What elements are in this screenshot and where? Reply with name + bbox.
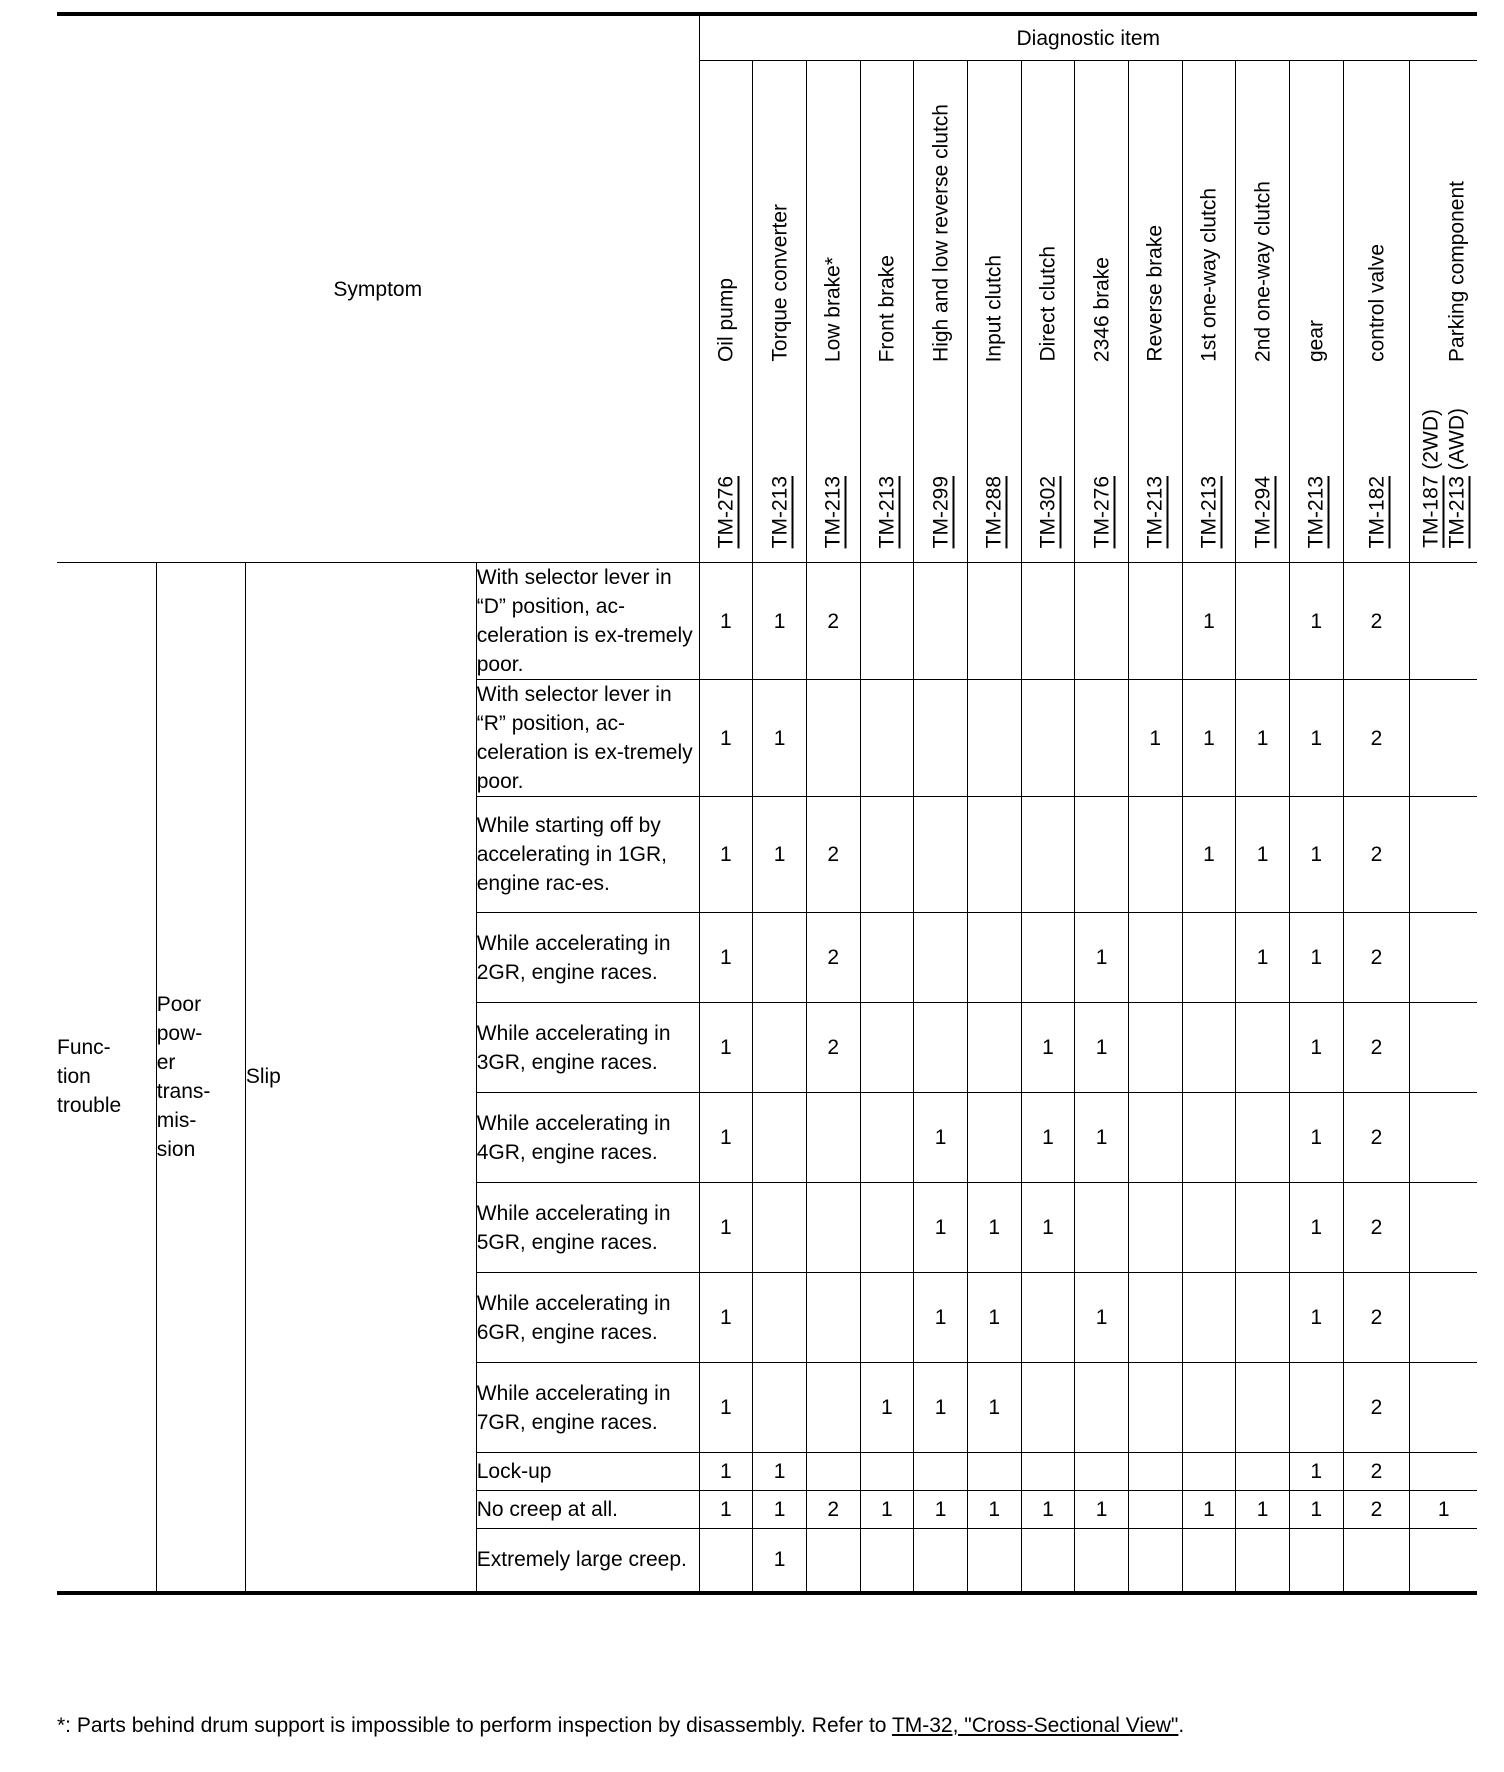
column-ref-link[interactable]: TM-299: [929, 475, 953, 548]
value-cell: 1: [1236, 797, 1290, 913]
value-cell: [914, 680, 968, 797]
value-cell: 2: [1343, 1491, 1410, 1529]
value-cell: [914, 913, 968, 1003]
column-ref-link[interactable]: TM-294: [1251, 475, 1275, 548]
symptom-cell: With selector lever in “R” position, ac-celeration is ex-tremely poor.: [476, 680, 699, 797]
column-ref-link[interactable]: TM-276: [1090, 475, 1114, 548]
value-cell: 1: [1289, 1183, 1343, 1273]
column-ref-suffix: (2WD): [1419, 409, 1443, 476]
column-ref-link[interactable]: TM-288: [982, 475, 1006, 548]
column-name: gear: [1304, 319, 1328, 362]
value-cell: [1182, 1453, 1236, 1491]
diagnostic-table-container: [57, 12, 1477, 1595]
column-header: [914, 61, 968, 563]
value-cell: 2: [806, 913, 860, 1003]
value-cell: 1: [753, 1491, 807, 1529]
column-header: [1182, 61, 1236, 563]
value-cell: 1: [1182, 1491, 1236, 1529]
value-cell: [1182, 1273, 1236, 1363]
value-cell: [1410, 563, 1477, 680]
symptom-cell: While accelerating in 5GR, engine races.: [476, 1183, 699, 1273]
value-cell: 2: [1343, 1453, 1410, 1491]
value-cell: 2: [1343, 563, 1410, 680]
value-cell: 1: [699, 1273, 753, 1363]
value-cell: [914, 1003, 968, 1093]
value-cell: [914, 1453, 968, 1491]
value-cell: 1: [699, 1363, 753, 1453]
value-cell: 1: [1289, 797, 1343, 913]
value-cell: [1182, 1093, 1236, 1183]
value-cell: [1410, 913, 1477, 1003]
value-cell: [1021, 680, 1075, 797]
value-cell: [1128, 913, 1182, 1003]
value-cell: [1182, 1183, 1236, 1273]
value-cell: 1: [753, 563, 807, 680]
value-cell: [967, 680, 1021, 797]
value-cell: [967, 797, 1021, 913]
value-cell: 1: [699, 1093, 753, 1183]
value-cell: 1: [967, 1491, 1021, 1529]
column-name: Reverse brake: [1143, 225, 1167, 362]
symptom-header: Symptom: [57, 14, 699, 563]
value-cell: [1021, 797, 1075, 913]
table-body: [57, 563, 1477, 1593]
column-ref-link[interactable]: TM-213: [821, 475, 845, 548]
value-cell: [967, 913, 1021, 1003]
value-cell: 1: [1021, 1183, 1075, 1273]
value-cell: [1128, 1183, 1182, 1273]
value-cell: [1075, 797, 1129, 913]
column-name: control valve: [1365, 244, 1389, 362]
value-cell: 1: [1289, 1453, 1343, 1491]
value-cell: 2: [1343, 1273, 1410, 1363]
value-cell: [1410, 1529, 1477, 1593]
value-cell: [1128, 1529, 1182, 1593]
value-cell: [1128, 1363, 1182, 1453]
column-ref-link[interactable]: TM-276: [714, 475, 738, 548]
value-cell: [1410, 1453, 1477, 1491]
value-cell: [806, 1529, 860, 1593]
column-name: Torque converter: [768, 204, 792, 362]
value-cell: [1236, 1273, 1290, 1363]
value-cell: [753, 913, 807, 1003]
value-cell: [1410, 680, 1477, 797]
value-cell: [1021, 913, 1075, 1003]
value-cell: [1075, 563, 1129, 680]
value-cell: 1: [753, 1453, 807, 1491]
value-cell: 1: [699, 563, 753, 680]
value-cell: [753, 1363, 807, 1453]
value-cell: [1128, 1491, 1182, 1529]
value-cell: [806, 1363, 860, 1453]
value-cell: [806, 1273, 860, 1363]
column-header: [1075, 61, 1129, 563]
value-cell: 1: [1128, 680, 1182, 797]
column-name: 2346 brake: [1090, 256, 1114, 362]
value-cell: [1236, 1183, 1290, 1273]
value-cell: [967, 1453, 1021, 1491]
value-cell: [753, 1273, 807, 1363]
value-cell: [1075, 1363, 1129, 1453]
column-ref-link[interactable]: TM-213: [1304, 475, 1328, 548]
value-cell: 1: [1075, 1003, 1129, 1093]
column-ref-link[interactable]: TM-187: [1419, 475, 1443, 548]
symptom-cell: With selector lever in “D” position, ac-celeration is ex-tremely poor.: [476, 563, 699, 680]
symptom-cell: While accelerating in 7GR, engine races.: [476, 1363, 699, 1453]
value-cell: 1: [699, 1183, 753, 1273]
column-ref-link[interactable]: TM-213: [1197, 475, 1221, 548]
value-cell: [860, 1093, 914, 1183]
value-cell: 1: [699, 1003, 753, 1093]
value-cell: [806, 1453, 860, 1491]
value-cell: 2: [1343, 1093, 1410, 1183]
value-cell: [967, 1003, 1021, 1093]
column-name: Front brake: [875, 254, 899, 362]
value-cell: [1289, 1529, 1343, 1593]
value-cell: [1021, 1529, 1075, 1593]
column-header: [967, 61, 1021, 563]
value-cell: 1: [860, 1491, 914, 1529]
value-cell: [1289, 1363, 1343, 1453]
column-ref-link[interactable]: TM-302: [1036, 475, 1060, 548]
column-name: Direct clutch: [1036, 246, 1060, 362]
value-cell: [1128, 1453, 1182, 1491]
symptom-cell: While accelerating in 3GR, engine races.: [476, 1003, 699, 1093]
symptom-cell: While accelerating in 2GR, engine races.: [476, 913, 699, 1003]
value-cell: [860, 797, 914, 913]
value-cell: [860, 1529, 914, 1593]
value-cell: 1: [699, 797, 753, 913]
value-cell: 1: [1289, 1093, 1343, 1183]
value-cell: 2: [1343, 797, 1410, 913]
diagnostic-item-header: Diagnostic item: [699, 14, 1477, 61]
value-cell: 1: [1021, 1093, 1075, 1183]
category-level3: Slip: [245, 563, 476, 1593]
value-cell: [1021, 563, 1075, 680]
value-cell: [1021, 1453, 1075, 1491]
column-name: High and low reverse clutch: [929, 104, 953, 362]
value-cell: [1182, 913, 1236, 1003]
footnote-reference-link[interactable]: TM-32, "Cross-Sectional View": [891, 1714, 1179, 1737]
column-ref-link[interactable]: TM-213: [1445, 475, 1469, 548]
diagnostic-table: [57, 12, 1477, 1595]
value-cell: [1128, 1093, 1182, 1183]
value-cell: [860, 680, 914, 797]
table-row: [57, 563, 1477, 680]
symptom-cell: Extremely large creep.: [476, 1529, 699, 1593]
value-cell: 1: [1410, 1491, 1477, 1529]
value-cell: [1410, 1363, 1477, 1453]
column-name: Input clutch: [982, 254, 1006, 362]
value-cell: 1: [1075, 1273, 1129, 1363]
value-cell: 1: [753, 680, 807, 797]
value-cell: 1: [1289, 1003, 1343, 1093]
footnote: [57, 1714, 1184, 1738]
column-name: Low brake*: [821, 256, 845, 362]
value-cell: [1236, 1003, 1290, 1093]
value-cell: [1236, 563, 1290, 680]
value-cell: [1021, 1363, 1075, 1453]
column-name: Oil pump: [714, 277, 738, 362]
value-cell: [1410, 1273, 1477, 1363]
value-cell: 1: [914, 1093, 968, 1183]
value-cell: [1236, 1453, 1290, 1491]
value-cell: [860, 1183, 914, 1273]
value-cell: [1128, 563, 1182, 680]
column-header: [699, 61, 753, 563]
value-cell: 1: [967, 1273, 1021, 1363]
column-header: [1021, 61, 1075, 563]
value-cell: 2: [806, 797, 860, 913]
value-cell: [1182, 1363, 1236, 1453]
value-cell: 2: [1343, 1003, 1410, 1093]
value-cell: 1: [1075, 913, 1129, 1003]
value-cell: [1410, 1183, 1477, 1273]
column-header: [1410, 61, 1477, 563]
symptom-cell: No creep at all.: [476, 1491, 699, 1529]
value-cell: [1410, 1003, 1477, 1093]
value-cell: 1: [1182, 797, 1236, 913]
value-cell: 2: [806, 1003, 860, 1093]
value-cell: [967, 1529, 1021, 1593]
footnote-end: .: [1178, 1714, 1185, 1737]
footnote-text: *: Parts behind drum support is impossible to perform inspection by disassembly. Refer to: [57, 1714, 892, 1737]
value-cell: [806, 680, 860, 797]
value-cell: 1: [1289, 913, 1343, 1003]
value-cell: [860, 1453, 914, 1491]
value-cell: [914, 1529, 968, 1593]
value-cell: 1: [1289, 1491, 1343, 1529]
column-header: [860, 61, 914, 563]
column-ref-link[interactable]: TM-213: [875, 475, 899, 548]
value-cell: 1: [753, 797, 807, 913]
column-name: 1st one-way clutch: [1197, 188, 1221, 362]
value-cell: 1: [1289, 680, 1343, 797]
value-cell: 2: [806, 1491, 860, 1529]
value-cell: [1410, 1093, 1477, 1183]
column-header: [1128, 61, 1182, 563]
value-cell: [1128, 1273, 1182, 1363]
value-cell: 1: [914, 1273, 968, 1363]
column-name: Parking component: [1445, 181, 1469, 362]
column-header: [806, 61, 860, 563]
value-cell: 1: [1236, 913, 1290, 1003]
value-cell: [1236, 1093, 1290, 1183]
value-cell: [967, 563, 1021, 680]
value-cell: [1182, 1003, 1236, 1093]
value-cell: [1343, 1529, 1410, 1593]
value-cell: 1: [699, 1491, 753, 1529]
column-header: [1343, 61, 1410, 563]
value-cell: 2: [1343, 1183, 1410, 1273]
value-cell: 1: [1075, 1491, 1129, 1529]
value-cell: 1: [967, 1363, 1021, 1453]
value-cell: [1128, 1003, 1182, 1093]
value-cell: [914, 563, 968, 680]
value-cell: [1021, 1273, 1075, 1363]
value-cell: [1182, 1529, 1236, 1593]
column-ref-link[interactable]: TM-182: [1365, 475, 1389, 548]
symptom-cell: While accelerating in 4GR, engine races.: [476, 1093, 699, 1183]
value-cell: 1: [1075, 1093, 1129, 1183]
value-cell: 1: [699, 1453, 753, 1491]
category-level2: Poor pow- er trans- mis- sion: [156, 563, 245, 1593]
column-name: 2nd one-way clutch: [1251, 181, 1275, 362]
value-cell: 1: [1182, 680, 1236, 797]
value-cell: 1: [1236, 680, 1290, 797]
value-cell: [753, 1183, 807, 1273]
symptom-cell: While starting off by accelerating in 1GR, engine rac-es.: [476, 797, 699, 913]
value-cell: 1: [1236, 1491, 1290, 1529]
value-cell: 2: [806, 563, 860, 680]
value-cell: 1: [914, 1491, 968, 1529]
value-cell: 2: [1343, 913, 1410, 1003]
value-cell: [860, 563, 914, 680]
value-cell: 2: [1343, 680, 1410, 797]
value-cell: [860, 1003, 914, 1093]
value-cell: [1075, 1529, 1129, 1593]
column-ref-suffix: (AWD): [1445, 407, 1469, 476]
value-cell: 1: [860, 1363, 914, 1453]
value-cell: 1: [967, 1183, 1021, 1273]
value-cell: [1075, 1453, 1129, 1491]
value-cell: 1: [1289, 1273, 1343, 1363]
column-header: [1236, 61, 1290, 563]
value-cell: [1410, 797, 1477, 913]
value-cell: [1236, 1363, 1290, 1453]
value-cell: [753, 1093, 807, 1183]
value-cell: 1: [1289, 563, 1343, 680]
value-cell: 1: [1021, 1003, 1075, 1093]
value-cell: 1: [1182, 563, 1236, 680]
column-header: [1289, 61, 1343, 563]
value-cell: [914, 797, 968, 913]
value-cell: 2: [1343, 1363, 1410, 1453]
value-cell: 1: [699, 913, 753, 1003]
value-cell: 1: [753, 1529, 807, 1593]
symptom-cell: While accelerating in 6GR, engine races.: [476, 1273, 699, 1363]
value-cell: 1: [699, 680, 753, 797]
value-cell: [806, 1093, 860, 1183]
value-cell: 1: [1021, 1491, 1075, 1529]
value-cell: [1075, 680, 1129, 797]
column-header: [753, 61, 807, 563]
value-cell: [1236, 1529, 1290, 1593]
value-cell: [699, 1529, 753, 1593]
value-cell: 1: [914, 1363, 968, 1453]
value-cell: 1: [914, 1183, 968, 1273]
column-ref-link[interactable]: TM-213: [1143, 475, 1167, 548]
symptom-cell: Lock-up: [476, 1453, 699, 1491]
category-level1: Func- tion trouble: [57, 563, 156, 1593]
column-ref-link[interactable]: TM-213: [768, 475, 792, 548]
value-cell: [1128, 797, 1182, 913]
value-cell: [806, 1183, 860, 1273]
value-cell: [967, 1093, 1021, 1183]
value-cell: [860, 1273, 914, 1363]
value-cell: [860, 913, 914, 1003]
value-cell: [1075, 1183, 1129, 1273]
value-cell: [753, 1003, 807, 1093]
